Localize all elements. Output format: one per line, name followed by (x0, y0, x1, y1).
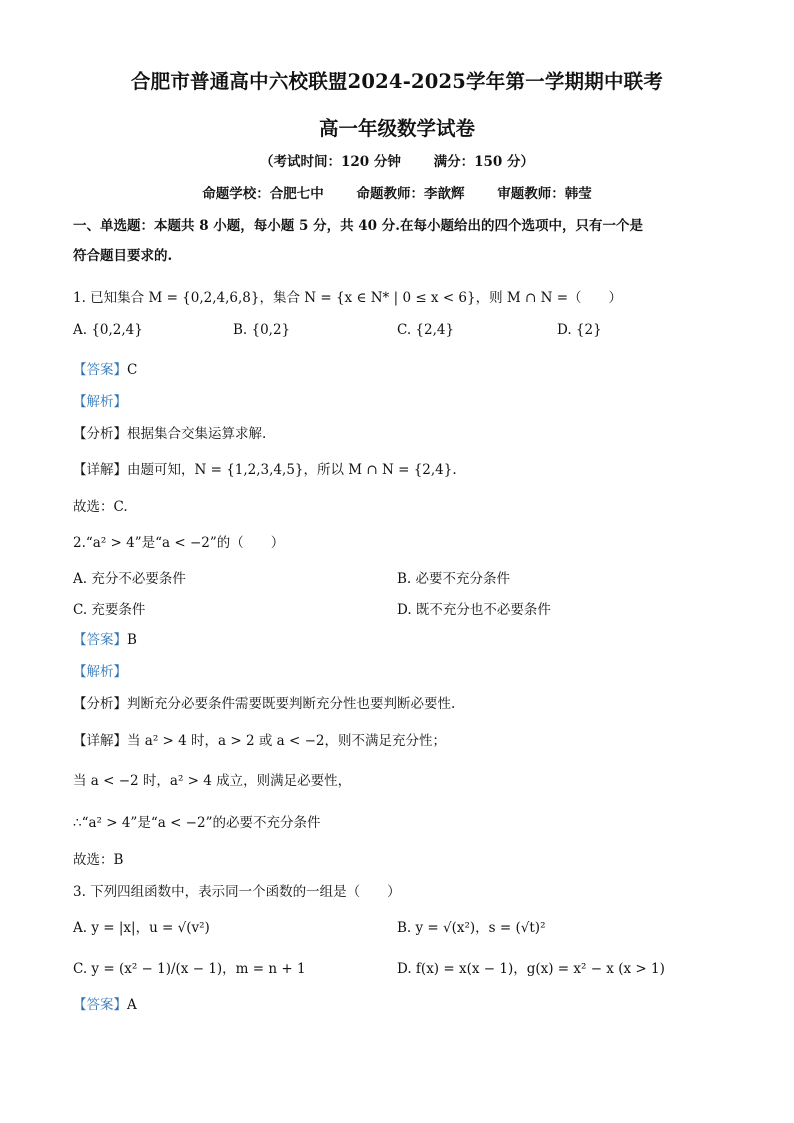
q2-fenxi-row (73, 692, 455, 712)
exam-time: （考试时间：120 分钟 (260, 154, 401, 170)
q1-option-b: B. {0,2} (233, 322, 291, 338)
q1-detail-row (73, 458, 457, 478)
q3-answer-row (73, 993, 137, 1013)
q2-answer-tag: 【答案】 (73, 632, 127, 648)
q2-fenxi: 判断充分必要条件需要既要判断充分性也要判断必要性. (127, 696, 456, 712)
q2-answer-row (73, 628, 137, 648)
q1-analysis-row (73, 390, 127, 410)
q2-analysis-row (73, 660, 127, 680)
full-score: 满分：150 分） (433, 154, 534, 170)
q2-choice: 故选：B (73, 852, 124, 868)
q2-detail-3: ∴“a² > 4”是“a < −2”的必要不充分条件 (73, 815, 321, 831)
q1-option-c: C. {2,4} (397, 322, 455, 338)
exam-subtitle: 高一年级数学试卷 (318, 117, 475, 140)
q2-stem: 2.“a² > 4”是“a < −2”的（ ） (73, 535, 285, 551)
q1-fenxi: 根据集合交集运算求解. (127, 426, 267, 442)
q1-answer: C (127, 362, 138, 378)
exam-authors (0, 182, 794, 202)
q1-fenxi-tag: 【分析】 (73, 426, 127, 442)
q3-stem: 3. 下列四组函数中，表示同一个函数的一组是（ ） (73, 884, 401, 900)
q2-detail-tag: 【详解】 (73, 733, 127, 749)
q1-stem: 1. 已知集合 M = {0,2,4,6,8}，集合 N = {x ∈ N* | 0 ≤ x < 6}，则 M ∩ N =（ ） (73, 290, 623, 306)
section-heading-line2: 符合题目要求的. (73, 248, 173, 264)
q2-option-b: B. 必要不充分条件 (397, 571, 511, 587)
q1-answer-tag: 【答案】 (73, 362, 127, 378)
q2-fenxi-tag: 【分析】 (73, 696, 127, 712)
q3-option-d: D. f(x) = x(x − 1)，g(x) = x² − x (x > 1) (397, 961, 665, 977)
q2-option-c: C. 充要条件 (73, 602, 146, 618)
q2-detail-2: 当 a < −2 时，a² > 4 成立，则满足必要性， (73, 773, 352, 789)
q2-detail-row (73, 729, 446, 749)
q1-option-d: D. {2} (557, 322, 602, 338)
q2-option-a: A. 充分不必要条件 (73, 571, 186, 587)
section-heading-line1: 一、单选题：本题共 8 小题，每小题 5 分，共 40 分.在每小题给出的四个选项中，只有一个是 (73, 218, 643, 234)
q1-choice: 故选：C. (73, 499, 128, 515)
author-reviewer: 审题教师：韩莹 (497, 186, 592, 202)
author-teacher: 命题教师：李歆辉 (356, 186, 465, 202)
q1-detail-tag: 【详解】 (73, 462, 127, 478)
q1-fenxi-row (73, 422, 266, 442)
q1-detail: 由题可知，N = {1,2,3,4,5}，所以 M ∩ N = {2,4}. (127, 462, 457, 478)
q3-option-b: B. y = √(x²)，s = (√t)² (397, 920, 546, 936)
q1-answer-row (73, 358, 137, 378)
q3-option-c: C. y = (x² − 1)/(x − 1)，m = n + 1 (73, 961, 306, 977)
q3-answer: A (127, 997, 137, 1013)
q2-option-d: D. 既不充分也不必要条件 (397, 602, 551, 618)
q2-answer: B (127, 632, 137, 648)
q3-answer-tag: 【答案】 (73, 997, 127, 1013)
exam-info (0, 150, 794, 170)
q2-analysis-tag: 【解析】 (73, 664, 127, 680)
author-school: 命题学校：合肥七中 (202, 186, 324, 202)
q3-option-a: A. y = |x|，u = √(v²) (73, 920, 210, 936)
q2-detail-1: 当 a² > 4 时，a > 2 或 a < −2，则不满足充分性； (127, 733, 446, 749)
exam-title: 合肥市普通高中六校联盟2024-2025学年第一学期期中联考 (130, 70, 664, 93)
q1-analysis-tag: 【解析】 (73, 394, 127, 410)
q1-option-a: A. {0,2,4} (73, 322, 143, 338)
